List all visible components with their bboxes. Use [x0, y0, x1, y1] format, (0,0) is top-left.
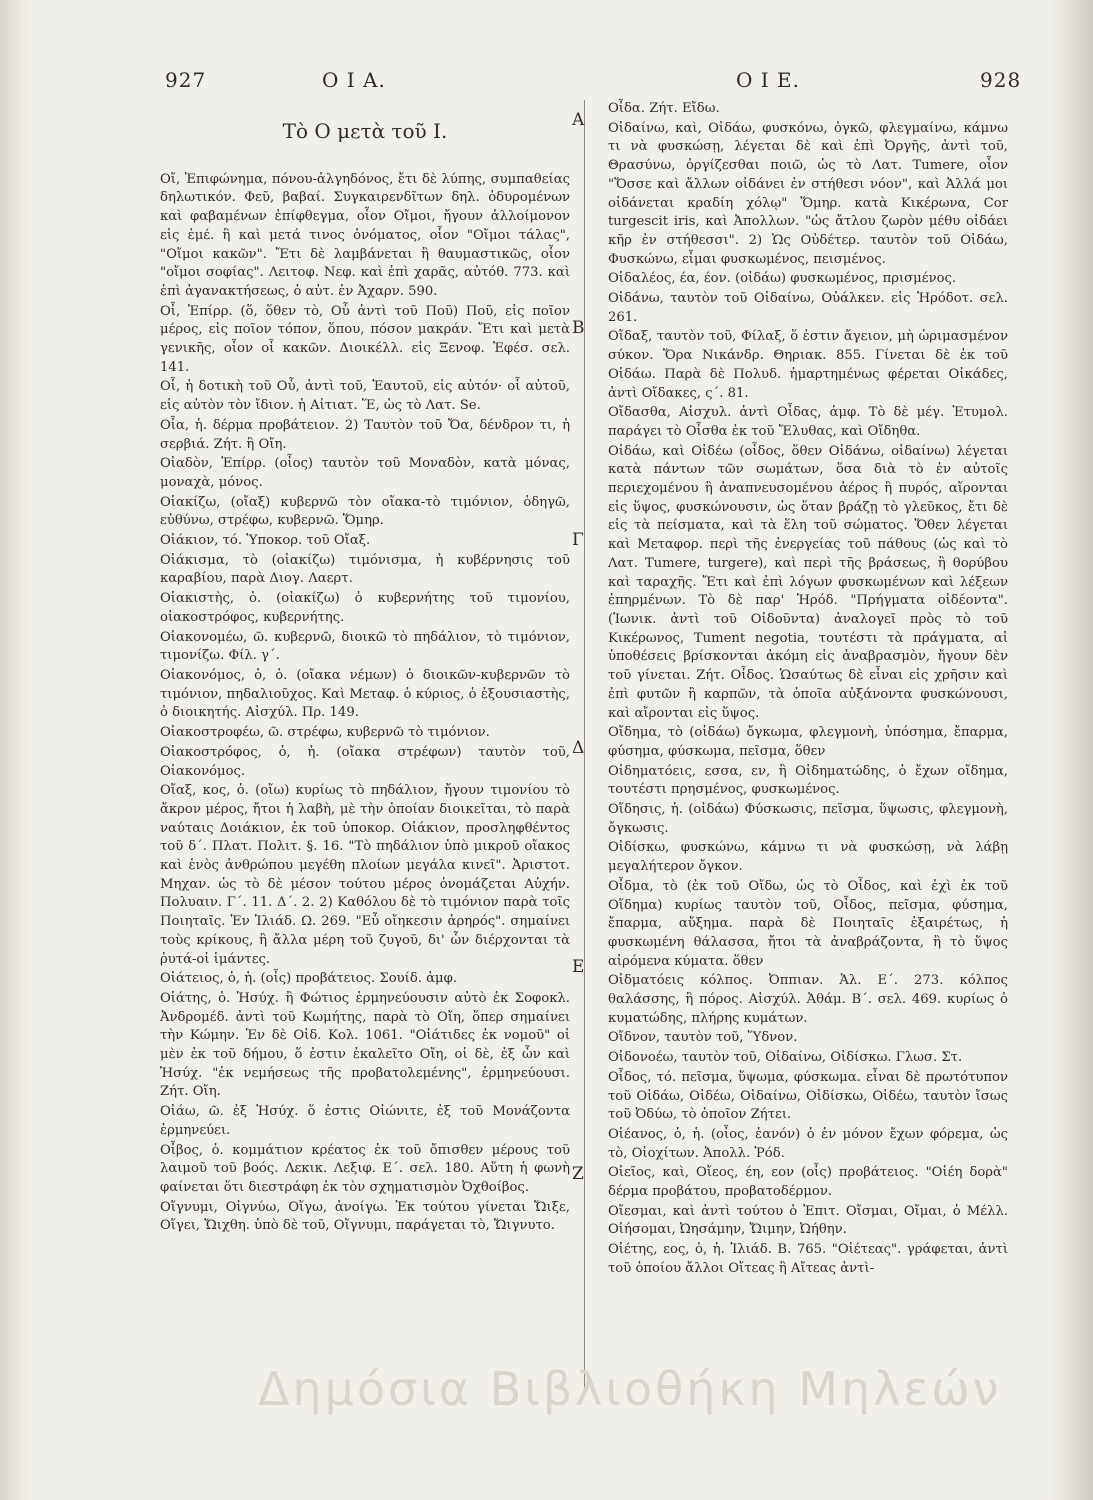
- library-watermark: Δημόσια Βιβλιοθήκη Μηλεών: [258, 1362, 1002, 1416]
- dictionary-entry: Οἰδαλέος, έα, έον. (οἰδάω) φυσκωμένος, πρισμένος.: [608, 271, 957, 287]
- dictionary-entry: Οἰδάω, καὶ Οἰδέω (οἶδος, ὅθεν Οἰδάνω, οἰδαίνω) λέγεται κατὰ πάντων τῶν σωμάτων, ὅσα διὰ τὸ ἐν αὐτοῖς περιεχομένου ἢ ἀναπνευσομένου ἀέρος ἢ πυρός, αἴρονται εἰς ὕψος, φυσκώνουσιν, ὡς ὅταν βράζῃ τὸ γλεῦκος, ἔτι δὲ εἰς τὰ πείσματα, καὶ τὰ ἕλη τοῦ σώματος. Ὅθεν λέγεται καὶ Μεταφορ. περὶ τῆς ἐνεργείας τοῦ πάθους (ὡς καὶ τὸ Λατ. Tumere, turgere), καὶ περὶ τῆς βράσεως, ἢ θορύβου καὶ ταραχῆς. Ἔτι καὶ ἐπὶ λόγων φυσκωμένων καὶ λέξεων ἐπηρμένων. Τὸ δὲ παρ' Ἡρόδ. "Πρήγματα οἰδέοντα". (Ἰωνικ. ἀντὶ τοῦ Οἰδοῦντα) ἀναλογεῖ πρὸς τὸ τοῦ Κικέρωνος, Tument negotia, τουτέστι τὰ πράγματα, αἱ ὑποθέσεις βρίσκονται ἀκόμη εἰς ἀναβρασμὸν, ἤγουν δὲν τοῦ γίνεται. Ζήτ. Οἶδος. Ὡσαύτως δὲ εἶναι εἰς χρῆσιν καὶ ἐπὶ φυτῶν ἢ καρπῶν, τὰ ὁποῖα αὐξάνοντα φυσκώνουσι, καὶ αἴρονται εἰς ὕψος.: [608, 443, 1008, 721]
- dictionary-entry: Οἴεσμαι, καὶ ἀντὶ τούτου ὁ Ἐπιτ. Οἴσμαι, Οἴμαι, ὁ Μέλλ. Οἰήσομαι, Ὠησάμην, Ὤιμην, Ὠήθην.: [608, 1203, 1008, 1238]
- dictionary-entry: Οἰάκιον, τό. Ὑποκορ. τοῦ Οἴαξ.: [160, 533, 371, 549]
- right-running-head: Ο Ι Ε.: [736, 68, 800, 92]
- dictionary-entry: Οἴ, Ἐπιφώνημα, πόνου-ἀλγηδόνος, ἔτι δὲ λύπης, συμπαθείας δηλωτικόν. Φεῦ, βαβαί. Συγκαιρενδῖτων δηλ. ὀδυρομένων καὶ φαβαμένων ἐπίφθεγμα, οἷον Οἴμοι, ἤγουν ἀλλοίμονον εἰς ἐμέ. ἢ καὶ μετά τινος ὀνόματος, οἷον "Οἴμοι τάλας", "Οἴμοι κακῶν". Ἔτι δὲ λαμβάνεται ἢ θαυμαστικῶς, οἷον "οἴμοι σοφίας". Λειτοφ. Νεφ. καὶ ἐπὶ χαρᾶς, αὐτόθ. 773. καὶ ἐπὶ ἀγανακτήσεως, ὁ αὐτ. ἐν Ἀχαρν. 590.: [160, 171, 570, 299]
- dictionary-entry: Οἴδημα, τὸ (οἰδάω) ὄγκωμα, φλεγμονὴ, ὑπόσημα, ἔπαρμα, φύσημα, φύσκωμα, πεῖσμα, ὅθεν: [608, 725, 1008, 759]
- dictionary-entry: Οἰάω, ῶ. ἐξ Ἡσύχ. ὅ ἐστις Οἰώνιτε, ἐξ τοῦ Μονάζοντα ἑρμηνεύει.: [160, 1104, 570, 1138]
- right-page-number: 928: [980, 68, 1022, 92]
- margin-marker-gamma: Γ: [572, 530, 584, 550]
- dictionary-entry: Οἰδονοέω, ταυτὸν τοῦ, Οἰδαίνω, Οἰδίσκω. Γλωσ. Στ.: [608, 1050, 963, 1066]
- dictionary-entry: Οἰάκισμα, τὸ (οἰακίζω) τιμόνισμα, ἡ κυβέρνησις τοῦ καραβίου, παρὰ Διογ. Λαερτ.: [160, 552, 570, 587]
- page-edge-shadow-left: [0, 0, 28, 1500]
- dictionary-entry: Οἰέτης, εος, ὁ, ἡ. Ἰλιάδ. Β. 765. "Οἰέτεας". γράφεται, ἀντὶ τοῦ ὁποίου ἄλλοι Οἴτεας ἢ Αἴτεας ἀντὶ-: [608, 1242, 1008, 1276]
- dictionary-entry: Οἰδαίνω, καὶ, Οἰδάω, φυσκόνω, ὀγκῶ, φλεγμαίνω, κάμνω τι νὰ φυσκώσῃ, λέγεται δὲ καὶ ἐπὶ Ὀργῆς, ἀντὶ τοῦ, Θρασύνω, ὀργίζεσθαι ποιῶ, ὡς τὸ Λατ. Tumere, οἷον "Ὅσσε καὶ ἄλλων οἰδάνει ἐν στήθεσι νόον", καὶ Ἀλλά μοι οἰδάνεται κραδίη χόλῳ" Ὅμηρ. κατὰ Κικέρωνα, Cor turgescit iris, καὶ Ἀπολλων. "ὡς ἄτλου ζωρὸν μέθυ οἰδάει κῆρ ἐν στήθεσσι". 2) Ὡς Οὐδέτερ. ταυτὸν τοῦ Οἰδάω, Φυσκώνω, εἶμαι φυσκωμένος, πεισμένος.: [608, 120, 1008, 267]
- dictionary-entry: Οἰδάνω, ταυτὸν τοῦ Οἰδαίνω, Οὐάλκεν. εἰς Ἡρόδοτ. σελ. 261.: [608, 291, 1008, 325]
- dictionary-entry: Οἰδίσκω, φυσκώνω, κάμνω τι νὰ φυσκώσῃ, νὰ λάβῃ μεγαλήτερον ὄγκον.: [608, 840, 1008, 875]
- left-column: [160, 100, 570, 1236]
- right-column: [608, 100, 1008, 1279]
- dictionary-entry: Οἰακοστρόφος, ὁ, ἡ. (οἴακα στρέφων) ταυτὸν τοῦ, Οἰακονόμος.: [160, 744, 570, 779]
- dictionary-entry: Οἰακοστροφέω, ῶ. στρέφω, κυβερνῶ τὸ τιμόνιον.: [160, 725, 490, 741]
- dictionary-entry: Οἴδνον, ταυτὸν τοῦ, Ὕδνον.: [608, 1030, 798, 1046]
- margin-marker-delta: Δ: [572, 738, 585, 758]
- dictionary-entry: Οἰακίζω, (οἴαξ) κυβερνῶ τὸν οἴακα-τὸ τιμόνιον, ὁδηγῶ, εὐθύνω, στρέφω, κυβερνῶ. Ὅμηρ.: [160, 494, 570, 529]
- dictionary-entry: Οἶβος, ὁ. κομμάτιον κρέατος ἐκ τοῦ ὄπισθεν μέρους τοῦ λαιμοῦ τοῦ βοός. Λεκικ. Λεξιφ. Ε΄. σελ. 180. Αὕτη ἡ φωνὴ φαίνεται ὅτι διεστράφη ἐκ τὸν σχηματισμὸν Ὀχθοίβος.: [160, 1142, 570, 1195]
- section-title: Τὸ Ο μετὰ τοῦ Ι.: [282, 119, 448, 143]
- dictionary-entry: Οἴγνυμι, Οἰγνύω, Οἴγω, ἀνοίγω. Ἐκ τούτου γίνεται Ὤιξε, Οἴγει, Ὤιχθη. ὑπὸ δὲ τοῦ, Οἴγνυμι, παράγεται τὸ, Ὤιγνυτο.: [160, 1199, 570, 1234]
- dictionary-entry: Οἷ, Ἐπίρρ. (ὅ, ὅθεν τὸ, Οὗ ἀντὶ τοῦ Ποῦ) Ποῦ, εἰς ποῖον μέρος, εἰς ποῖον τόπον, ὅπου, πόσον μακράν. Ἔτι καὶ μετὰ γενικῆς, οἷον οἷ κακῶν. Διοικέλλ. εἰς Ξενοφ. Ἑφέσ. σελ. 141.: [160, 303, 570, 375]
- dictionary-entry: Οἰάτης, ὁ. Ἡσύχ. ἢ Φώτιος ἑρμηνεύουσιν αὐτὸ ἐκ Σοφοκλ. Ἀνδρομέδ. ἀντὶ τοῦ Κωμήτης, παρὰ τὸ Οἴη, ὅπερ σημαίνει τὴν Κώμην. Ἐν δὲ Οἰδ. Κολ. 1061. "Οἰάτιδες ἐκ νομοῦ" οἱ μὲν ἐκ τοῦ δήμου, ὅ ἐστιν ἐκαλεῖτο Οἴη, οἱ δὲ, ἐξ ὧν καὶ Ἡσύχ. "ἐκ νεμήσεως τῆς προβατολεμένης", ἑρμηνεύουσι. Ζήτ. Οἴη.: [160, 990, 570, 1100]
- dictionary-entry: Οἶδμα, τὸ (ἐκ τοῦ Οἴδω, ὡς τὸ Οἶδος, καὶ ἐχὶ ἐκ τοῦ Οἴδημα) κυρίως ταυτὸν τοῦ, Οἶδος, πεῖσμα, φύσημα, ἔπαρμα, αὔξημα. παρὰ δὲ Ποιηταῖς ἐξαιρέτως, ἡ φυσκωμένη θάλασσα, ἤτοι τὰ ἀναβράζοντα, ἢ τὸ ὕψος αἰρόμενα κύματα. ὅθεν: [608, 878, 1008, 969]
- dictionary-entry: Οἷ, ἡ δοτικὴ τοῦ Οὗ, ἀντὶ τοῦ, Ἑαυτοῦ, εἰς αὐτόν· οἷ αὐτοῦ, εἰς αὐτὸν τὸν ἴδιον. ἡ Αἰτιατ. Ἕ, ὡς τὸ Λατ. Se.: [160, 379, 570, 414]
- margin-marker-zeta: Ζ: [572, 1164, 584, 1184]
- dictionary-entry: Οἶδα. Ζήτ. Εἴδω.: [608, 101, 720, 116]
- dictionary-entry: Οἰάτειος, ὁ, ἡ. (οἶς) προβάτειος. Σουίδ. ἀμφ.: [160, 971, 458, 987]
- dictionary-entry: Οἰδηματόεις, εσσα, εν, ἢ Οἰδηματώδης, ὁ ἔχων οἴδημα, τουτέστι πρησμένος, φυσκωμένος.: [608, 763, 1008, 798]
- dictionary-entry: Οἴδαξ, ταυτὸν τοῦ, Φίλαξ, ὅ ἐστιν ἄγειον, μὴ ὡριμασμένον σύκον. Ὅρα Νικάνδρ. Θηριακ. 855. Γίνεται δὲ ἐκ τοῦ Οἰδάω. Παρὰ δὲ Πολυδ. ἡμαρτημένως φέρεται Οἰκάδες, ἀντὶ Οἴδακες, ς΄. 81.: [608, 329, 1008, 401]
- margin-marker-beta: Β: [572, 318, 585, 338]
- dictionary-entry: Οἰέανος, ὁ, ἡ. (οἶος, ἑανόν) ὁ ἐν μόνον ἔχων φόρεμα, ὡς τὸ, Οἰοχίτων. Ἀπολλ. Ῥόδ.: [608, 1126, 1008, 1161]
- dictionary-entry: Οἰεῖος, καὶ, Οἴεος, έη, εον (οἶς) προβάτειος. "Οἰέη δορὰ" δέρμα προβάτου, προβατοδέρμον.: [608, 1165, 1008, 1200]
- dictionary-entry: Οἶδος, τό. πεῖσμα, ὕψωμα, φύσκωμα. εἶναι δὲ πρωτότυπον τοῦ Οἰδάω, Οἰδέω, Οἰδαίνω, Οἰδίσκω, Οἰδέω, ταυτὸν ἴσως τοῦ Ὀδύω, τὸ ὁποῖον Ζήτει.: [608, 1069, 1008, 1123]
- dictionary-entry: Οἴαξ, κος, ὁ. (οἴω) κυρίως τὸ πηδάλιον, ἤγουν τιμονίου τὸ ἄκρον μέρος, ἤτοι ἡ λαβὴ, μὲ τὴν ὁποίαν διοικεῖται, τὸ παρὰ ναύταις Δοιάκιον, ἐκ τοῦ ὑποκορ. Οἰάκιον, προσληφθέντος τοῦ δ΄. Πλατ. Πολιτ. §. 16. "Τὸ πηδάλιον ὑπὸ μικροῦ οἴακος καὶ ἑνὸς ἀνθρώπου μεγέθη πλοίων μεγάλα κινεῖ". Ἀριστοτ. Μηχαν. ὡς τὸ δὲ μέσον τούτου μέρος ὀνομάζεται Αὐχήν. Πολυαιν. Γ΄. 11. Δ΄. 2. 2) Καθόλου δὲ τὸ τιμόνιον παρὰ τοῖς Ποιηταῖς. Ἐν Ἰλιάδ. Ω. 269. "Εὖ οἴηκεσιν ἀρηρός". σημαίνει τοὺς κρίκους, ἢ ἄλλα μέρη τοῦ ζυγοῦ, δι' ὧν διέρχονται τὰ ῥυτά-οἱ ἱμάντες.: [160, 783, 570, 967]
- left-page-number: 927: [165, 68, 207, 92]
- margin-marker-alpha: Α: [572, 110, 585, 130]
- dictionary-entry: Οἰακονόμος, ὁ, ὁ. (οἴακα νέμων) ὁ διοικῶν-κυβερνῶν τὸ τιμόνιον, πηδαλιοῦχος. Καὶ Μεταφ. ὁ κύριος, ὁ ἐξουσιαστὴς, ὁ διοικητής. Αἰσχύλ. Πρ. 149.: [160, 667, 570, 721]
- dictionary-entry: Οἰακονομέω, ῶ. κυβερνῶ, διοικῶ τὸ πηδάλιον, τὸ τιμόνιον, τιμονίζω. Φίλ. γ΄.: [160, 629, 570, 664]
- left-running-head: Ο Ι Α.: [322, 68, 386, 92]
- dictionary-entry: Οἰαδὸν, Ἐπίρρ. (οἶος) ταυτὸν τοῦ Μοναδὸν, κατὰ μόνας, μοναχὰ, μόνος.: [160, 456, 570, 490]
- dictionary-entry: Οἴδασθα, Αἰσχυλ. ἀντὶ Οἶδας, ἀμφ. Τὸ δὲ μέγ. Ἐτυμολ. παράγει τὸ Οἶσθα ἐκ τοῦ Ἔλυθας, καὶ Οἴδηθα.: [608, 405, 1008, 439]
- dictionary-entry: Οἶα, ἡ. δέρμα προβάτειον. 2) Ταυτὸν τοῦ Ὄα, δένδρον τι, ἡ σερβιά. Ζήτ. ἢ Οἴη.: [160, 417, 570, 452]
- dictionary-entry: Οἰακιστὴς, ὁ. (οἰακίζω) ὁ κυβερνήτης τοῦ τιμονίου, οἰακοστρόφος, κυβερνήτης.: [160, 591, 570, 625]
- dictionary-entry: Οἰδματόεις κόλπος. Ὀππιαν. Ἁλ. Ε΄. 273. κόλπος θαλάσσης, ἢ πόρος. Αἰσχύλ. Ἀθάμ. Β΄. σελ. 469. κυρίως ὁ κυματώδης, πλήρης κυμάτων.: [608, 973, 1008, 1026]
- dictionary-entry: Οἴδησις, ἡ. (οἰδάω) Φύσκωσις, πεῖσμα, ὕψωσις, φλεγμονὴ, ὄγκωσις.: [608, 802, 1008, 836]
- margin-marker-epsilon: Ε: [572, 957, 585, 977]
- page-edge-shadow-right: [1051, 0, 1093, 1500]
